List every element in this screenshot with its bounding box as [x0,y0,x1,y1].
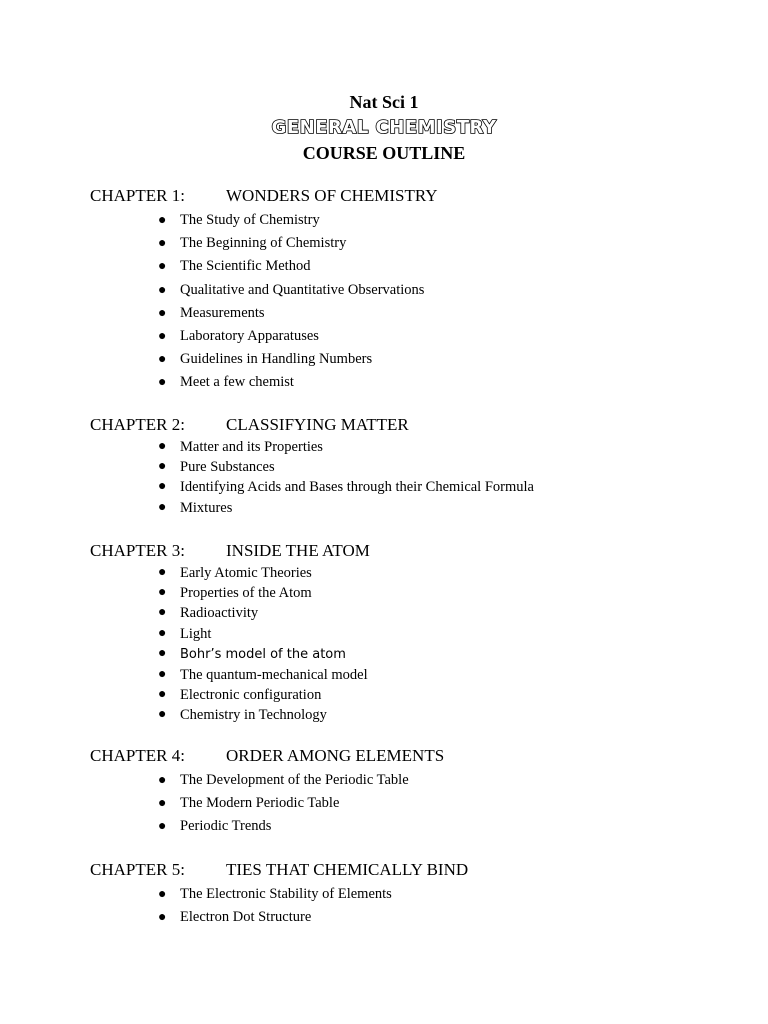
list-item: ● Bohr’s model of the atom [90,644,730,665]
list-item: ● Periodic Trends [90,815,730,838]
chapter-title: INSIDE THE ATOM [226,541,370,560]
list-item: ● Meet a few chemist [90,371,730,394]
bullet-icon: ● [158,625,167,641]
list-item: ● Mixtures [90,498,730,518]
chapter-heading [90,414,730,436]
bullet-icon: ● [158,439,167,454]
bullet-icon: ● [158,479,167,495]
bullet-icon: ● [158,352,167,368]
bullet-icon: ● [158,213,167,228]
bullet-icon: ● [158,687,167,703]
bullet-icon: ● [158,459,167,475]
chapter-label: CHAPTER 3: [90,541,185,560]
list-item: ● Pure Substances [90,457,730,477]
bullet-icon: ● [158,565,167,580]
topic-list [90,563,730,726]
bullet-icon: ● [158,707,167,723]
list-item: ● Electron Dot Structure [90,906,730,929]
list-item: ● Measurements [90,302,730,325]
bullet-icon: ● [158,819,167,835]
chapter-label: CHAPTER 4: [90,746,185,765]
chapter-title: WONDERS OF CHEMISTRY [226,186,438,205]
list-item: ● Matter and its Properties [90,437,730,457]
topic-list [90,769,730,839]
chapter-label: CHAPTER 2: [90,415,185,434]
bullet-icon: ● [158,667,167,683]
chapter-label: CHAPTER 5: [90,860,185,879]
chapter-title: ORDER AMONG ELEMENTS [226,746,445,765]
list-item: ● The Study of Chemistry [90,209,730,232]
chapter-heading [90,185,730,207]
list-item: ● Chemistry in Technology [90,705,730,725]
course-code: Nat Sci 1 [349,92,419,112]
list-item: ● Light [90,624,730,644]
chapter-heading [90,540,730,562]
list-item: ● Properties of the Atom [90,583,730,603]
chapter-5 [90,859,730,929]
list-item: ● The Scientific Method [90,255,730,278]
chapter-title: CLASSIFYING MATTER [226,415,409,434]
chapter-2 [90,414,730,518]
bullet-icon: ● [158,773,167,788]
list-item: ● Early Atomic Theories [90,563,730,583]
list-item: ● Qualitative and Quantitative Observations [90,279,730,302]
bullet-icon: ● [158,282,167,298]
chapter-1 [90,185,730,395]
bullet-icon: ● [158,236,167,252]
bullet-icon: ● [158,259,167,275]
chapter-heading [90,745,730,767]
chapter-title: TIES THAT CHEMICALLY BIND [226,860,469,879]
bullet-icon: ● [158,305,167,321]
topic-list [90,437,730,518]
bullet-icon: ● [158,887,167,902]
chapter-label: CHAPTER 1: [90,186,185,205]
bullet-icon: ● [158,910,167,926]
topic-list [90,883,730,929]
topic-list [90,209,730,395]
course-subtitle: COURSE OUTLINE [302,143,466,163]
list-item: ● Radioactivity [90,603,730,623]
bullet-icon: ● [158,796,167,812]
bullet-icon: ● [158,645,167,661]
list-item: ● The Development of the Periodic Table [90,769,730,792]
chapter-heading [90,859,730,881]
list-item: ● The Electronic Stability of Elements [90,883,730,906]
document-header [0,90,768,165]
list-item: ● The quantum-mechanical model [90,665,730,685]
list-item: ● Guidelines in Handling Numbers [90,348,730,371]
bullet-icon: ● [158,605,167,621]
bullet-icon: ● [158,375,167,391]
list-item: ● Laboratory Apparatuses [90,325,730,348]
bullet-icon: ● [158,329,167,345]
list-item: ● Identifying Acids and Bases through their Chemical Formula [90,477,730,497]
list-item: ● The Modern Periodic Table [90,792,730,815]
list-item: ● Electronic configuration [90,685,730,705]
list-item: ● The Beginning of Chemistry [90,232,730,255]
chapter-3 [90,540,730,726]
bullet-icon: ● [158,585,167,601]
bullet-icon: ● [158,499,167,515]
course-title: GENERAL CHEMISTRY [271,117,497,138]
chapter-4 [90,745,730,839]
